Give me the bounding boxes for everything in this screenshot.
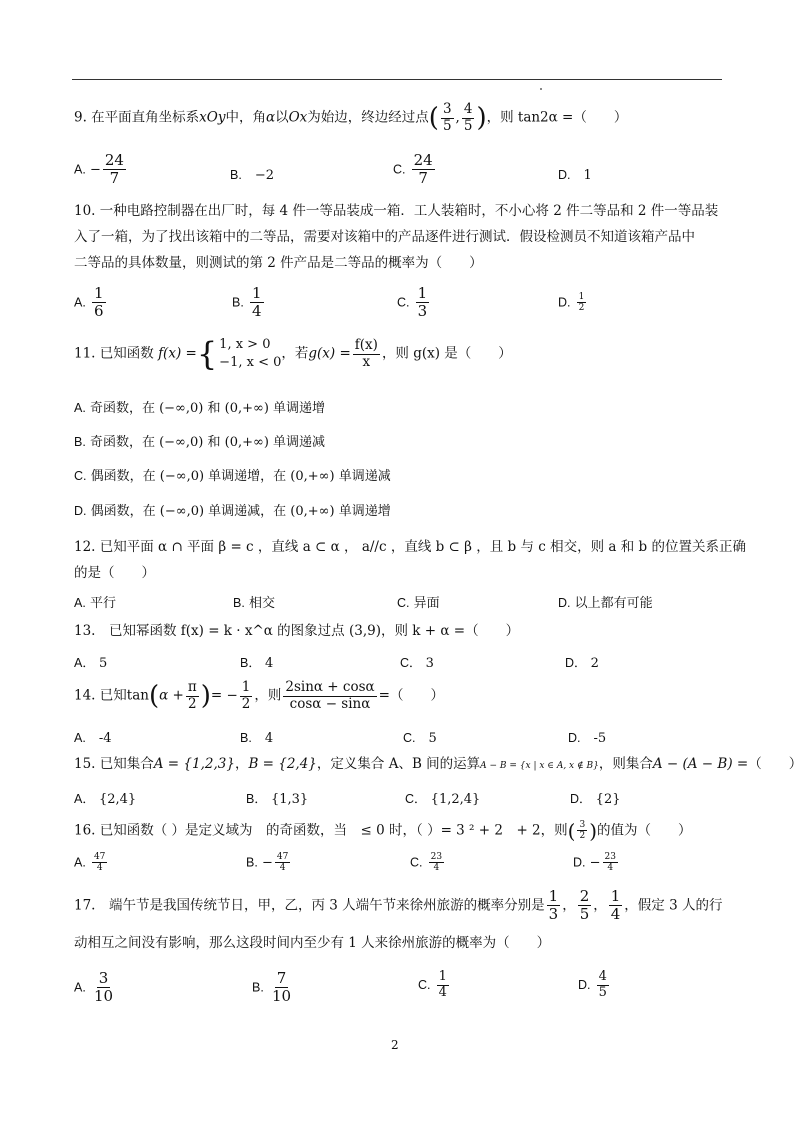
- q15-sep: ，: [234, 756, 249, 772]
- q13-option-a: A． 5: [74, 656, 108, 671]
- q12-option-b: B. 相交: [233, 596, 275, 611]
- q15-setA: A = {1,2,3}: [153, 756, 235, 772]
- q9-mid4: ，则: [486, 109, 514, 126]
- q15-option-c: C． {1,2,4}: [405, 792, 481, 807]
- page-number: 2: [391, 1038, 399, 1052]
- header-rule: [72, 79, 722, 80]
- q15-option-a: A． {2,4}: [74, 792, 137, 807]
- q17-line1-pre: 17. 端午节是我国传统节日，甲，乙，丙 3 人端午节来徐州旅游的概率分别是: [74, 897, 545, 914]
- q16-text: 16. 已知函数（ ）是定义域为 的奇函数，当 ≤ 0 时，（ ）= 3 ² + 2 + 2，则: [74, 822, 568, 839]
- q14-tan: tan: [126, 687, 149, 704]
- q16-frac: $\frac{3}{2}$: [579, 820, 586, 842]
- q10-line3: 二等品的具体数量，则测试的第 2 件产品是二等品的概率为（ ）: [74, 255, 483, 271]
- q16-rparen: ): [589, 818, 598, 843]
- q16-option-b: B. − $\frac{47}{4}$: [246, 852, 289, 874]
- q16-suffix: 的值为（ ）: [597, 822, 692, 839]
- question-11: [74, 336, 512, 372]
- q9-mid3: 为始边，终边经过点: [307, 109, 429, 126]
- q9-point-x: $\frac{3}{5}$: [442, 101, 452, 134]
- question-9: 9. 在平面直角坐标系xOy中，角α以Ox为始边，终边经过点( $\frac{3}{5}$ , $\frac{4}{5}$ )，则 tan2α =（ ）: [74, 101, 628, 134]
- q10-option-d: D. $\frac{1}{2}$: [558, 292, 585, 314]
- q14-rparen: ): [200, 681, 211, 712]
- q9-point-rparen: ): [476, 103, 487, 134]
- q12-option-c: C. 异面: [397, 596, 440, 611]
- q13-option-b: B． 4: [240, 656, 274, 671]
- q9-prefix: 9. 在平面直角坐标系: [74, 109, 200, 126]
- q14-half: $\frac{1}{2}$: [241, 679, 251, 712]
- q14-inner-a: α +: [159, 687, 184, 704]
- q14-option-d: D. -5: [568, 731, 607, 746]
- q11-cases: 1, x > 0 −1, x < 0: [219, 337, 282, 370]
- q16-lparen: (: [567, 818, 576, 843]
- q17-option-a: A. $\frac{3}{10}$: [74, 969, 114, 1006]
- q10-option-c: C. $\frac{1}{3}$: [397, 284, 428, 321]
- q14-prefix: 14. 已知: [74, 687, 127, 704]
- q15-text2: ，定义集合 A、B 间的运算: [316, 756, 481, 772]
- q17-line1-post: ，假定 3 人的行: [624, 897, 723, 914]
- q14-mid: ，则: [254, 687, 282, 704]
- q9-paren: （ ）: [573, 109, 628, 126]
- q14-option-c: C. 5: [403, 731, 437, 746]
- q11-option-d: D. 偶函数，在 (−∞,0) 单调递减，在 (0,+∞) 单调递增: [74, 504, 391, 519]
- q12-option-d: D. 以上都有可能: [558, 596, 653, 611]
- q15-op: A − B = {x | x ∈ A, x ∉ B}: [480, 761, 599, 771]
- q14-suffix: =（ ）: [378, 687, 444, 704]
- q12-option-a: A. 平行: [74, 596, 116, 611]
- q11-option-c: C. 偶函数，在 (−∞,0) 单调递增，在 (0,+∞) 单调递减: [74, 469, 391, 484]
- q17-p2: $\frac{2}{5}$: [579, 887, 590, 924]
- q11-option-b: B. 奇函数，在 (−∞,0) 和 (0,+∞) 单调递减: [74, 435, 326, 450]
- q14-option-b: B. 4: [240, 731, 274, 746]
- q10-line2: 入了一箱，为了找出该箱中的二等品，需要对该箱中的产品逐件进行测试．假设检测员不知道该箱产品中: [74, 229, 695, 245]
- q17-option-d: D. $\frac{4}{5}$: [578, 969, 607, 1000]
- q11-gx: g(x) =: [308, 345, 351, 362]
- q11-frac: $\frac{f(x)}{x}$: [354, 336, 378, 370]
- q11-fx: f(x) =: [158, 345, 197, 362]
- q17-p3: $\frac{1}{4}$: [610, 887, 621, 924]
- q9-mid1: 中，角: [225, 109, 266, 126]
- q15-text1: 15. 已知集合: [74, 756, 154, 772]
- q15-setB: B = {2,4}: [248, 756, 317, 772]
- q16-option-c: C. $\frac{23}{4}$: [410, 852, 443, 874]
- q10-option-b: B. $\frac{1}{4}$: [232, 284, 262, 321]
- q17-line2: 动相互之间没有影响，那么这段时间内至少有 1 人来徐州旅游的概率为（ ）: [74, 935, 551, 951]
- q15-text3: ，则集合: [598, 756, 653, 772]
- q15-option-d: D． {2}: [570, 792, 621, 807]
- q10-line1: 10. 一种电路控制器在出厂时，每 4 件一等品装成一箱．工人装箱时，不小心将 2 件二等品和 2 件一等品装: [74, 203, 719, 219]
- question-14: [74, 680, 444, 712]
- q9-alpha: α: [265, 109, 276, 126]
- q15-option-b: B． {1,3}: [246, 792, 309, 807]
- q11-brace: {: [196, 335, 218, 373]
- q9-option-c: C. $\frac{24}{7}$: [393, 151, 433, 188]
- q9-option-b: B. −2: [230, 168, 274, 183]
- q9-coord: xOy: [199, 109, 226, 126]
- q9-ox: Ox: [288, 109, 308, 126]
- q9-mid2: 以: [275, 109, 289, 126]
- q9-option-d: D. 1: [558, 168, 592, 183]
- q14-option-a: A. -4: [74, 731, 112, 746]
- q12-line2: 的是（ ）: [74, 565, 155, 581]
- q9-point-lparen: (: [428, 103, 439, 134]
- q11-option-a: A. 奇函数，在 (−∞,0) 和 (0,+∞) 单调递增: [74, 401, 326, 416]
- q13-option-c: C． 3: [400, 656, 434, 671]
- question-16: [74, 820, 692, 842]
- q13-text: 13. 已知幂函数 f(x) = k · x^α 的图象过点 (3,9)，则 k + α =（ ）: [74, 623, 520, 639]
- q11-suffix: ，则 g(x) 是（ ）: [381, 345, 512, 362]
- q10-option-a: A. $\frac{1}{6}$: [74, 284, 104, 321]
- q14-main-frac: $\frac{2\sin\alpha + \cos\alpha}{\cos\alpha - \sin\alpha}$: [285, 679, 375, 712]
- q9-point-y: $\frac{4}{5}$: [463, 101, 473, 134]
- q11-mid: ，若: [281, 345, 309, 362]
- q15-paren: （ ）: [748, 756, 802, 772]
- question-17-line1: 17. 端午节是我国传统节日，甲，乙，丙 3 人端午节来徐州旅游的概率分别是 $\frac{1}{3}$ ， $\frac{2}{5}$ ， $\frac{1}{4}$ ，假定 3 人的行: [74, 887, 723, 924]
- q12-line1: 12. 已知平面 α ∩ 平面 β = c ，直线 a ⊂ α ， a//c ，直线 b ⊂ β ，且 b 与 c 相交，则 a 和 b 的位置关系正确: [74, 539, 746, 555]
- q17-option-c: C. $\frac{1}{4}$: [418, 969, 447, 1000]
- q16-option-d: D. − $\frac{23}{4}$: [573, 852, 616, 874]
- q17-p1: $\frac{1}{3}$: [548, 887, 559, 924]
- q9-expr: tan2α =: [517, 109, 574, 126]
- question-15: [74, 755, 802, 775]
- header-dot: [540, 88, 542, 90]
- q16-option-a: A. $\frac{47}{4}$: [74, 852, 106, 874]
- q13-option-d: D． 2: [565, 656, 599, 671]
- q14-pi-frac: $\frac{\pi}{2}$: [187, 679, 197, 712]
- q9-option-a: A. − $\frac{24}{7}$: [74, 151, 124, 188]
- q15-expr: A − (A − B) =: [652, 756, 749, 772]
- q17-option-b: B. $\frac{7}{10}$: [252, 969, 292, 1006]
- q14-eq: = −: [210, 687, 238, 704]
- q11-prefix: 11. 已知函数: [74, 345, 154, 362]
- q14-lparen: (: [148, 681, 160, 712]
